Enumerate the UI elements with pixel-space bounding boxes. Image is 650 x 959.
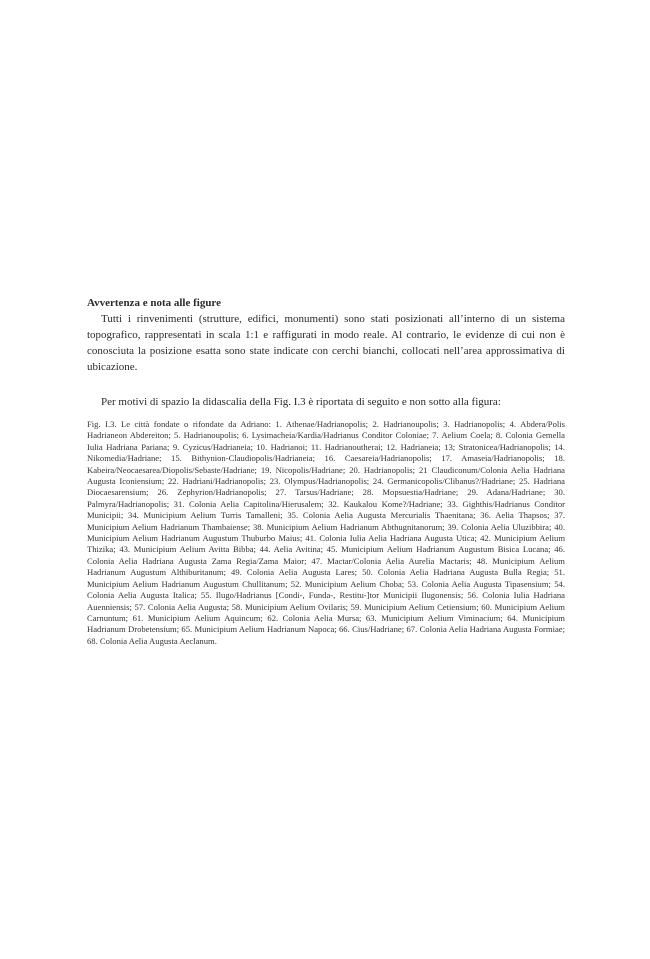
notice-section (87, 296, 565, 647)
caption-intro-paragraph: Per motivi di spazio la didascalia della Fig. I.3 è riportata di seguito e non sotto alla figura: (101, 396, 501, 408)
figure-caption: Fig. I.3. Le città fondate o rifondate da Adriano: 1. Athenae/Hadrianopolis; 2. Hadrianoupolis; 3. Hadrianopolis; 4. Abdera/Polis Hadrianeon Abdereiton; 5. Hadrianoupolis; 6. Lysimacheia/Kardia/Hadrianus Conditor Coloniae; 7. Aelium Coela; 8. Colonia Gemella Iulia Hadriana Pariana; 9. Cyzicus/Hadrianeia; 10. Hadrianoi; 11. Hadrianoutherai; 12. Hadrianeia; 13; Stratonicea/Hadrianopolis; 14. Nikomedia/Hadriane; 15. Bithynion-Claudiopolis/Hadrianeia; 16. Caesareia/Hadrianopolis; 17. Amaseia/Hadrianopolis; 18. Kabeira/Neocaesarea/Diopolis/Sebaste/Hadriane; 19. Nicopolis/Hadriane; 20. Hadrianopolis; 21 Claudiconum/Colonia Aelia Hadriana Augusta Iconiensium; 22. Hadriani/Hadrianopolis; 23. Olympus/Hadrianopolis; 24. Germanicopolis/Clibanus?/Hadriane; 25. Hadriana Diocaesarensium; 26. Zephyrion/Hadrianopolis; 27. Tarsus/Hadriane; 28. Mopsuestia/Hadriane; 29. Adana/Hadriane; 30. Palmyra/Hadrianopolis; 31. Colonia Aelia Capitolina/Hierusalem; 32. Kaukalou Kome?/Hadriane; 33. Gighthis/Hadrianus Conditor Municipii; 34. Municipium Aelium Turris Tamalleni; 35. Colonia Aelia Augusta Mercurialis Thaenitana; 36. Aelia Thapsos; 37. Municipium Aelium Hadrianum Thambaiense; 38. Municipium Aelium Hadrianum Abthugnitanorum; 39. Colonia Aelia Uluzibbira; 40. Municipium Aelium Hadrianum Augustum Thuburbo Maius; 41. Colonia Iulia Aelia Hadriana Augusta Utica; 42. Municipium Aelium Thizika; 43. Municipium Aelium Avitta Bibba; 44. Aelia Avitina; 45. Municipium Aelium Hadrianum Augustum Bisica Lucana; 46. Colonia Aelia Hadriana Augusta Zama Regia/Zama Maior; 47. Mactar/Colonia Aelia Aurelia Mactaris; 48. Municipium Aelium Hadrianum Augustum Althiburitanum; 49. Colonia Aelia Augusta Lares; 50. Colonia Aelia Hadriana Augusta Bulla Regia; 51. Municipium Aelium Hadrianum Augustum Chullitanum; 52. Municipium Aelium Choba; 53. Colonia Aelia Augusta Tipasensium; 54. Colonia Aelia Augusta Italica; 55. Ilugo/Hadrianus [Condi-, Funda-, Restitu-]tor Municipii Ilugonensis; 56. Colonia Iulia Hadriana Auenniensis; 57. Colonia Aelia Augusta; 58. Municipium Aelium Ovilaris; 59. Municipium Aelium Cetiensium; 60. Municipium Aelium Carnuntum; 61. Municipium Aelium Aquincum; 62. Colonia Aelia Mursa; 63. Municipium Aelium Viminacium; 64. Municipium Hadrianum Drobetensium; 65. Municipium Aelium Hadrianum Napoca; 66. Cius/Hadriane; 67. Colonia Aelia Hadriana Augusta Formiae; 68. Colonia Aelia Augusta Aeclanum. (87, 419, 565, 646)
notice-paragraph: Tutti i rinvenimenti (strutture, edifici, monumenti) sono stati posizionati all’interno di un sistema topografico, rappresentati in scala 1:1 e raffigurati in modo reale. Al contrario, le evidenze di cui non è conosciuta la posizione esatta sono state indicate con cerchi bianchi, collocati nell’area approssimativa di ubicazione. (87, 313, 565, 373)
section-heading: Avvertenza e nota alle figure (87, 297, 221, 309)
